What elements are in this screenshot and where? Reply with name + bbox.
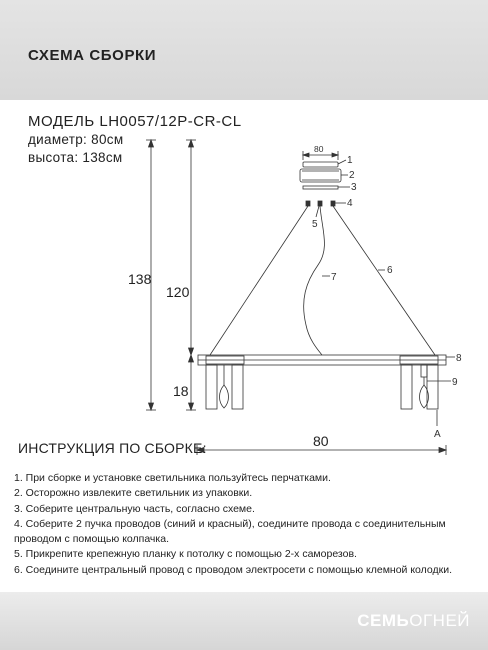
hook-right [331,201,335,206]
dim-80-label: 80 [313,433,329,449]
callout-4: 4 [347,198,353,209]
diameter-spec: диаметр: 80см [28,132,124,147]
brand-bold: СЕМЬ [357,611,410,630]
instruction-step: 2. Осторожно извлеките светильник из упаковки. [14,487,253,500]
canopy-part-1 [303,162,338,167]
cable-left [210,206,308,355]
crystal-left-1 [206,365,217,409]
callout-7: 7 [331,272,337,283]
callout-5: 5 [312,219,318,230]
instruction-list [14,471,452,578]
callout-2: 2 [349,170,355,181]
crystal-right-2 [427,365,438,409]
callout-3: 3 [351,182,357,193]
instruction-step: 3. Соберите центральную часть, согласно схеме. [14,502,255,515]
dim-120-label: 120 [166,284,190,300]
height-spec: высота: 138см [28,150,123,165]
brand-light: ОГНЕЙ [409,611,470,630]
crystal-right-1 [401,365,412,409]
cable-right [333,206,435,355]
canopy-part-3 [303,186,338,189]
dim-18-label: 18 [173,383,189,399]
instruction-step: 1. При сборке и установке светильника пользуйтесь перчатками. [14,472,331,484]
dim-canopy-label: 80 [314,144,324,154]
callout-1: 1 [347,155,353,166]
instruction-step: 4. Соберите 2 пучка проводов (синий и красный), соедините провода с соединительным [14,517,446,530]
callout-8: 8 [456,353,462,364]
dim-138-label: 138 [128,271,152,287]
instructions-heading: ИНСТРУКЦИЯ ПО СБОРКЕ: [18,440,207,456]
model-name: МОДЕЛЬ LH0057/12P-CR-CL [28,113,242,130]
hook-center [318,201,322,206]
instruction-step-continuation: проводом с помощью колпачка. [14,533,169,546]
hook-left [306,201,310,206]
callout-9: 9 [452,377,458,388]
instruction-step: 5. Прикрепите крепежную планку к потолку с помощью 2-х саморезов. [14,548,357,561]
crystal-left-2 [232,365,243,409]
callout-a: A [434,429,441,440]
instruction-step: 6. Соедините центральный провод с проводом электросети с помощью клемной колодки. [14,563,453,576]
brand-logo [357,611,470,631]
page-title: СХЕМА СБОРКИ [28,47,157,64]
callout-6: 6 [387,265,393,276]
bulb-left [220,385,229,408]
